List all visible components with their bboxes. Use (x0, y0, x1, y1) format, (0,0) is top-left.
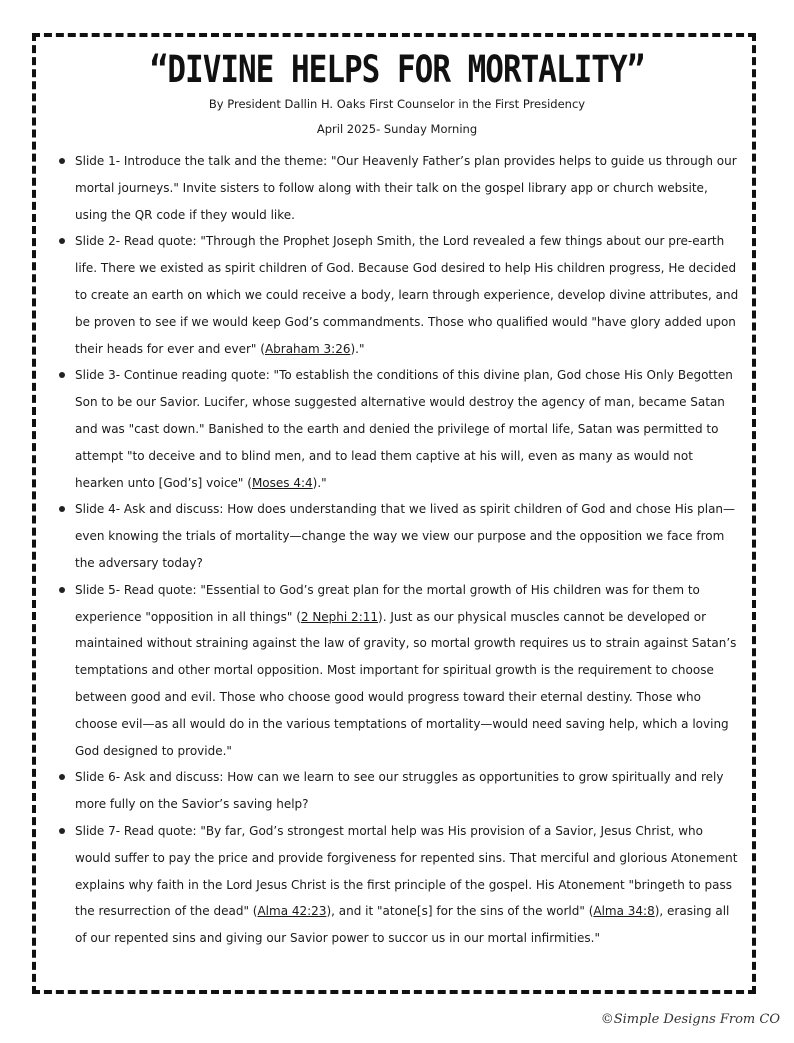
bullet-dot-icon (59, 238, 65, 244)
slide-text-end: )." (350, 341, 365, 356)
author-byline: By President Dallin H. Oaks First Counselor in the First Presidency (208, 97, 586, 111)
session-date: April 2025- Sunday Morning (316, 122, 478, 136)
slide-text: Slide 6- Ask and discuss: How can we learn to see our struggles as opportunities to grow spiritually and rely more fully on the Savior’s saving help? (75, 770, 724, 812)
document-title: “DIVINE HELPS FOR MORTALITY” (149, 48, 645, 92)
copyright-notice: ©Simple Designs From CO (600, 1012, 780, 1027)
slide-item-3 (52, 362, 742, 496)
slide-text: Slide 3- Continue reading quote: "To establish the conditions of this divine plan, God chose His Only Begotten Son to be our Savior. Lucifer, whose suggested alternative would destroy the agency of man, became Satan and was "cast down." Banished to the earth and denied the privilege of mortal life, Satan was permitted to attempt "to deceive and to blind men, and to lead them captive at his will, even as many as would not hearken unto [God’s] voice" ( (75, 368, 733, 490)
slide-item-1 (52, 148, 742, 228)
scripture-link-alma-42[interactable]: Alma 42:23 (257, 904, 327, 919)
slide-item-4 (52, 496, 742, 576)
slide-item-7 (52, 818, 742, 952)
scripture-link-2-nephi[interactable]: 2 Nephi 2:11 (300, 609, 379, 624)
scripture-link-alma-34[interactable]: Alma 34:8 (593, 904, 655, 919)
bullet-dot-icon (59, 158, 65, 164)
slide-text: Slide 7- Read quote: "By far, God’s strongest mortal help was His provision of a Savior, Jesus Christ, who would suffer to pay the price and provide forgiveness for repented sins. That merciful and glorious Atonement explains why faith in the Lord Jesus Christ is the first principle of the gospel. His Atonement "bringeth to pass the resurrection of the dead" ( (75, 823, 738, 919)
slide-text-end: ). Just as our physical muscles cannot be developed or maintained without straining against the law of gravity, so mortal growth requires us to strain against Satan’s temptations and other mortal opposition. Most important for spiritual growth is the requirement to choose between good and evil. Those who choose good would progress toward their eternal destiny. Those who choose evil—as all would do in the various temptations of mortality—would need saving help, which a loving God designed to provide." (75, 609, 737, 758)
bullet-dot-icon (59, 828, 65, 834)
slide-item-5 (52, 577, 742, 765)
slide-text-end: )." (312, 475, 327, 490)
slide-text: Slide 5- Read quote: "Essential to God’s great plan for the mortal growth of His children was for them to experience "opposition in all things" ( (75, 582, 700, 624)
slide-text-middle: ), and it "atone[s] for the sins of the world" ( (326, 904, 594, 919)
bullet-dot-icon (59, 774, 65, 780)
slide-item-6 (52, 764, 742, 818)
slide-text: Slide 1- Introduce the talk and the theme: "Our Heavenly Father’s plan provides helps to guide us through our mortal journeys." Invite sisters to follow along with their talk on the gospel library app or church website, using the QR code if they would like. (75, 154, 737, 222)
slide-text: Slide 4- Ask and discuss: How does understanding that we lived as spirit children of God and chose His plan—even knowing the trials of mortality—change the way we view our purpose and the opposition we face from the adversary today? (75, 502, 736, 570)
slide-text-end: ), erasing all of our repented sins and giving our Savior power to succor us in our mortal infirmities." (75, 904, 730, 946)
bullet-dot-icon (59, 587, 65, 593)
slide-item-2 (52, 228, 742, 362)
scripture-link-abraham[interactable]: Abraham 3:26 (264, 341, 351, 356)
bullet-dot-icon (59, 506, 65, 512)
bullet-dot-icon (59, 372, 65, 378)
scripture-link-moses[interactable]: Moses 4:4 (251, 475, 313, 490)
slide-list (52, 148, 742, 952)
slide-text: Slide 2- Read quote: "Through the Prophet Joseph Smith, the Lord revealed a few things about our pre-earth life. There we existed as spirit children of God. Because God desired to help His children progress, He decided to create an earth on which we could receive a body, learn through experience, develop divine attributes, and be proven to see if we would keep God’s commandments. Those who qualified would "have glory added upon their heads for ever and ever" ( (75, 234, 739, 356)
